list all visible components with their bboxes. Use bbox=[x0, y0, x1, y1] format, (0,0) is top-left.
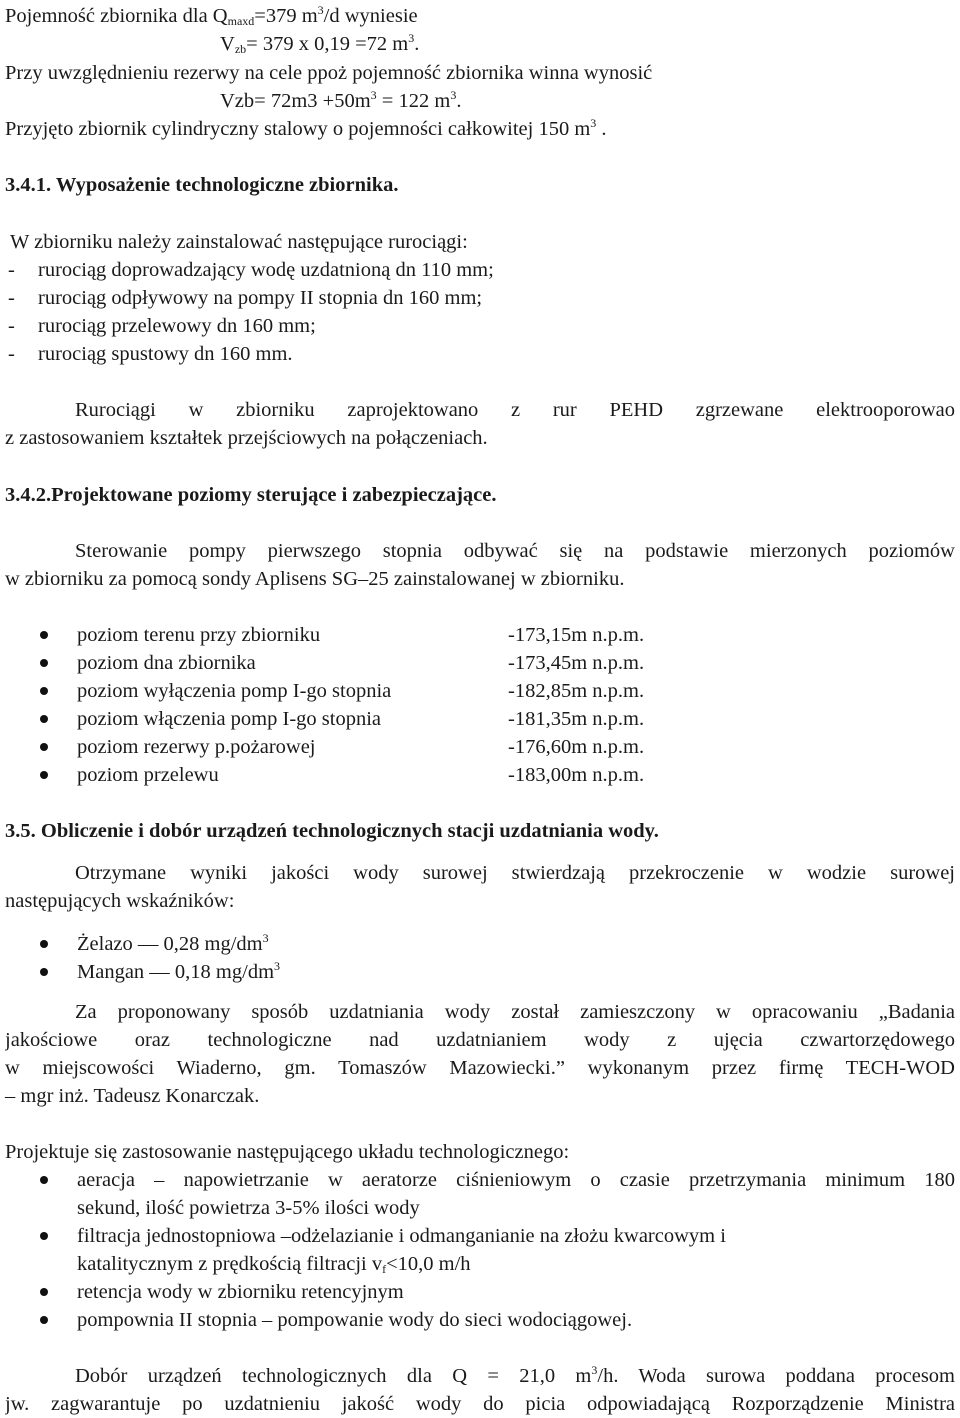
subscript: zb bbox=[234, 42, 247, 56]
text: Vzb= 72m3 +50m bbox=[220, 90, 371, 112]
subscript: f bbox=[382, 1262, 387, 1276]
pipes-intro: W zbiorniku należy zainstalować następujące rurociągi: bbox=[10, 231, 468, 253]
text: = 379 x 0,19 =72 m bbox=[246, 33, 409, 55]
text: Mangan — 0,18 mg/dm bbox=[77, 961, 275, 983]
dash-marker: - bbox=[8, 259, 15, 281]
superscript: 3 bbox=[450, 88, 457, 102]
bullet bbox=[40, 715, 48, 723]
level-value: -173,15m n.p.m. bbox=[508, 624, 645, 646]
dash-marker: - bbox=[8, 287, 15, 309]
level-value: -181,35m n.p.m. bbox=[508, 708, 645, 730]
subscript: maxd bbox=[227, 14, 255, 28]
superscript: 3 bbox=[274, 959, 281, 973]
level-value: -176,60m n.p.m. bbox=[508, 736, 645, 758]
pipe-item: rurociąg odpływowy na pompy II stopnia dn 160 mm; bbox=[38, 287, 483, 309]
dash-marker: - bbox=[8, 315, 15, 337]
selection-paragraph-line-2: jw. zagwarantuje po uzdatnieniu jakość wody do picia odpowiadającą Rozporządzenie Ministra bbox=[5, 1393, 955, 1415]
indicator-item bbox=[77, 930, 269, 960]
text: katalitycznym z prędkością filtracji v bbox=[77, 1253, 383, 1275]
pipe-item: rurociąg doprowadzający wodę uzdatnioną dn 110 mm; bbox=[38, 259, 494, 281]
control-paragraph-line-1: Sterowanie pompy pierwszego stopnia odbywać się na podstawie mierzonych poziomów bbox=[75, 540, 955, 562]
level-label: poziom rezerwy p.pożarowej bbox=[77, 736, 316, 758]
text: Żelazo — 0,28 mg/dm bbox=[77, 933, 263, 955]
text: /d wyniesie bbox=[323, 5, 418, 27]
superscript: 3 bbox=[591, 1363, 598, 1377]
level-value: -173,45m n.p.m. bbox=[508, 652, 645, 674]
superscript: 3 bbox=[370, 88, 377, 102]
bullet bbox=[40, 1176, 48, 1184]
text: = 122 m bbox=[376, 90, 451, 112]
quality-paragraph-line-1: Otrzymane wyniki jakości wody surowej stwierdzają przekroczenie w wodzie surowej bbox=[75, 862, 955, 884]
level-label: poziom włączenia pomp I-go stopnia bbox=[77, 708, 381, 730]
pipe-item: rurociąg przelewowy dn 160 mm; bbox=[38, 315, 316, 337]
level-label: poziom terenu przy zbiorniku bbox=[77, 624, 321, 646]
bullet bbox=[40, 968, 48, 976]
capacity-line-4 bbox=[220, 87, 461, 117]
level-value: -183,00m n.p.m. bbox=[508, 764, 645, 786]
pipes-paragraph-line-2: z zastosowaniem kształtek przejściowych na połączeniach. bbox=[5, 427, 488, 449]
bullet bbox=[40, 1288, 48, 1296]
bullet bbox=[40, 1232, 48, 1240]
method-paragraph-line-1: Za proponowany sposób uzdatniania wody został zamieszczony w opracowaniu „Badania bbox=[75, 1001, 955, 1023]
capacity-line-2 bbox=[220, 30, 419, 60]
text: . bbox=[456, 90, 462, 112]
bullet bbox=[40, 659, 48, 667]
section-heading-3-4-2: 3.4.2.Projektowane poziomy sterujące i zabezpieczające. bbox=[5, 484, 497, 506]
superscript: 3 bbox=[317, 3, 324, 17]
selection-paragraph-line-1 bbox=[75, 1362, 955, 1392]
tech-item-aeration-line-1: aeracja – napowietrzanie w aeratorze ciśnieniowym o czasie przetrzymania minimum 180 bbox=[77, 1169, 955, 1191]
text: /h. Woda surowa poddana procesom bbox=[597, 1365, 955, 1387]
pipe-item: rurociąg spustowy dn 160 mm. bbox=[38, 343, 293, 365]
text: Dobór urządzeń technologicznych dla Q = 21,0 m bbox=[75, 1365, 592, 1387]
superscript: 3 bbox=[262, 931, 269, 945]
text: Przyjęto zbiornik cylindryczny stalowy o pojemności całkowitej 150 m bbox=[5, 118, 591, 140]
text: . bbox=[596, 118, 607, 140]
bullet bbox=[40, 771, 48, 779]
capacity-line-3: Przy uwzględnieniu rezerwy na cele ppoż pojemność zbiornika winna wynosić bbox=[5, 62, 653, 84]
bullet bbox=[40, 743, 48, 751]
tech-item-filtration-line-2 bbox=[77, 1250, 471, 1280]
text: <10,0 m/h bbox=[386, 1253, 471, 1275]
tech-item-aeration-line-2: sekund, ilość powietrza 3-5% ilości wody bbox=[77, 1197, 420, 1219]
superscript: 3 bbox=[408, 31, 415, 45]
method-paragraph-line-2: jakościowe oraz technologiczne nad uzdatnianiem wody z ujęcia czwartorzędowego bbox=[5, 1029, 955, 1051]
dash-marker: - bbox=[8, 343, 15, 365]
tech-item-filtration-line-1: filtracja jednostopniowa –odżelazianie i odmanganianie na złożu kwarcowym i bbox=[77, 1225, 726, 1247]
text: =379 m bbox=[254, 5, 318, 27]
method-paragraph-line-3: w miejscowości Wiaderno, gm. Tomaszów Mazowiecki.” wykonanym przez firmę TECH-WOD bbox=[5, 1057, 955, 1079]
superscript: 3 bbox=[590, 116, 597, 130]
level-label: poziom wyłączenia pomp I-go stopnia bbox=[77, 680, 392, 702]
pipes-paragraph-line-1: Rurociągi w zbiorniku zaprojektowano z rur PEHD zgrzewane elektrooporowao bbox=[75, 399, 955, 421]
section-heading-3-5: 3.5. Obliczenie i dobór urządzeń technologicznych stacji uzdatniania wody. bbox=[5, 820, 659, 842]
capacity-line-1 bbox=[5, 2, 418, 32]
bullet bbox=[40, 1316, 48, 1324]
capacity-line-5 bbox=[5, 115, 607, 145]
control-paragraph-line-2: w zbiorniku za pomocą sondy Aplisens SG–25 zainstalowanej w zbiorniku. bbox=[5, 568, 625, 590]
bullet bbox=[40, 940, 48, 948]
text: Pojemność zbiornika dla Q bbox=[5, 5, 228, 27]
tech-item-retention: retencja wody w zbiorniku retencyjnym bbox=[77, 1281, 404, 1303]
tech-intro: Projektuje się zastosowanie następującego układu technologicznego: bbox=[5, 1141, 570, 1163]
level-label: poziom dna zbiornika bbox=[77, 652, 256, 674]
level-label: poziom przelewu bbox=[77, 764, 219, 786]
bullet bbox=[40, 631, 48, 639]
text: . bbox=[414, 33, 420, 55]
level-value: -182,85m n.p.m. bbox=[508, 680, 645, 702]
quality-paragraph-line-2: następujących wskaźników: bbox=[5, 890, 235, 912]
section-heading-3-4-1: 3.4.1. Wyposażenie technologiczne zbiornika. bbox=[5, 174, 399, 196]
tech-item-pumping: pompownia II stopnia – pompowanie wody do sieci wodociągowej. bbox=[77, 1309, 633, 1331]
method-paragraph-line-4: – mgr inż. Tadeusz Konarczak. bbox=[5, 1085, 260, 1107]
text: V bbox=[220, 33, 235, 55]
bullet bbox=[40, 687, 48, 695]
indicator-item bbox=[77, 958, 280, 988]
